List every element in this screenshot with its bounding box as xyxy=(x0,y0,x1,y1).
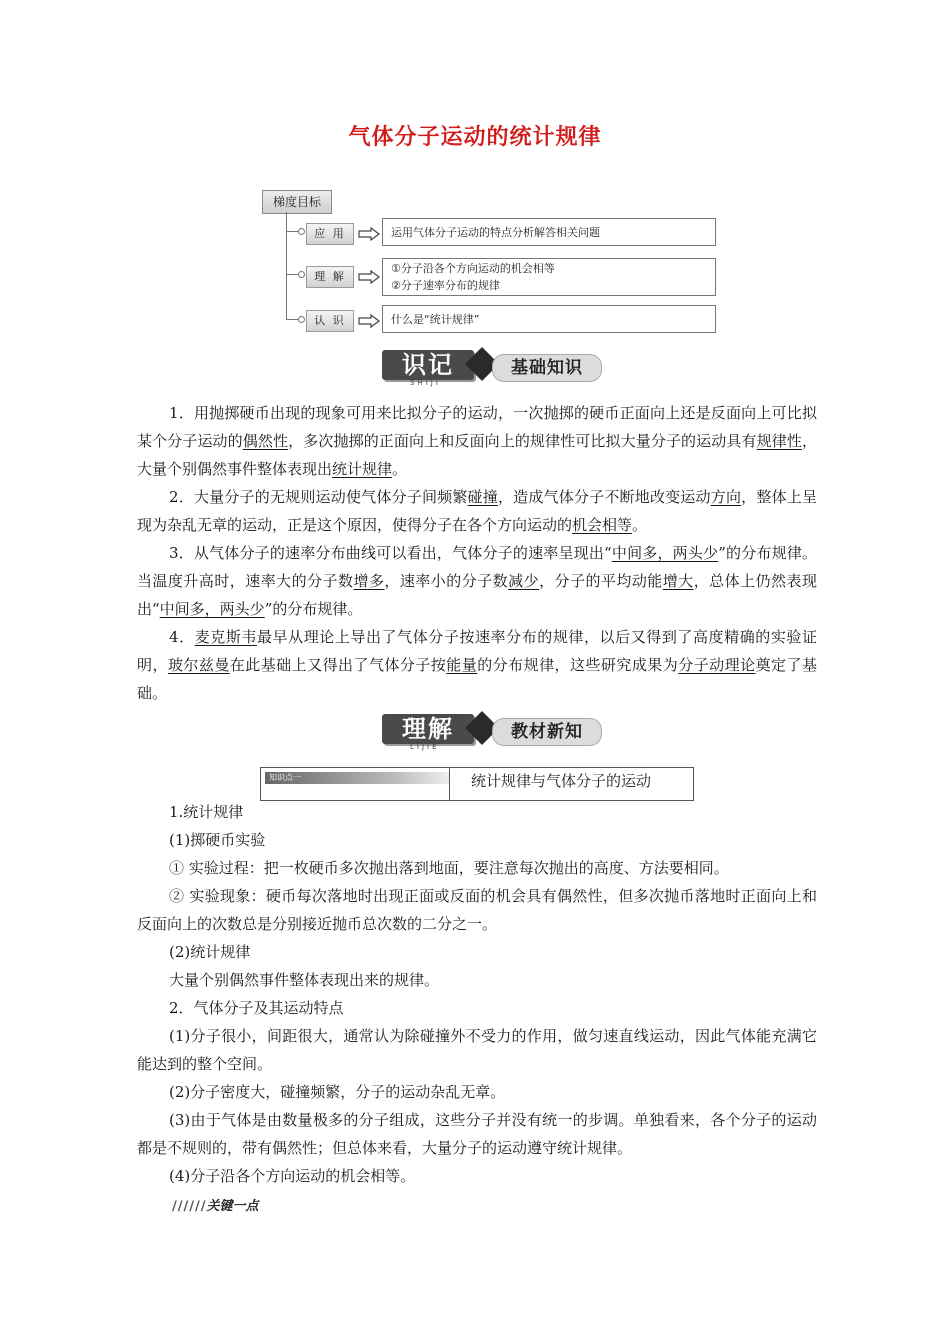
body-line: 1.统计规律 xyxy=(169,803,244,821)
goal-text: ②分子速率分布的规律 xyxy=(391,279,500,292)
knowledge-point-header xyxy=(260,767,694,801)
banner-pinyin: SHIJI xyxy=(410,379,441,387)
banner-sub-label: 基础知识 xyxy=(492,354,602,382)
basics-paragraph-3: 3．从气体分子的速率分布曲线可以看出，气体分子的速率呈现出“中间多，两头少”的分布规律。当温度升高时，速率大的分子数增多，速率小的分子数减少，分子的平均动能增大，总体上仍然表现出“中间多，两头少”的分布规律。 xyxy=(137,544,818,618)
banner-pinyin: LIJIE xyxy=(410,743,440,751)
banner-sub-label: 教材新知 xyxy=(492,718,602,746)
body-paragraph: (3)由于气体是由数量极多的分子组成，这些分子并没有统一的步调。单独看来，各个分子的运动都是不规则的，带有偶然性；但总体来看，大量分子的运动遵守统计规律。 xyxy=(137,1111,817,1157)
level-understand: 理 解 xyxy=(306,266,354,288)
banner-main-label: 识记 xyxy=(382,350,474,380)
goal-box-understand xyxy=(382,258,716,296)
divider xyxy=(449,768,450,800)
basics-paragraph-1: 1．用抛掷硬币出现的现象可用来比拟分子的运动，一次抛掷的硬币正面向上还是反面向上可比拟某个分子运动的偶然性，多次抛掷的正面向上和反面向上的规律性可比拟大量分子的运动具有规律性，大量个别偶然事件整体表现出统计规律。 xyxy=(137,404,817,478)
body-paragraph: ② 实验现象：硬币每次落地时出现正面或反面的机会具有偶然性，但多次抛币落地时正面向上和反面向上的次数总是分别接近抛币总次数的二分之一。 xyxy=(137,887,817,933)
branch-dot xyxy=(298,316,305,323)
body-paragraph: (1)分子很小，间距很大，通常认为除碰撞外不受力的作用，做匀速直线运动，因此气体能充满它能达到的整个空间。 xyxy=(137,1027,817,1073)
right-arrow-icon xyxy=(358,227,380,241)
branch-dot xyxy=(298,271,305,278)
body-line: (2)统计规律 xyxy=(169,943,251,961)
goal-box-know xyxy=(382,305,716,333)
right-arrow-icon xyxy=(358,314,380,328)
body-line: (2)分子密度大，碰撞频繁，分子的运动杂乱无章。 xyxy=(169,1083,506,1101)
knowledge-point-label: 知识点一 xyxy=(265,772,449,784)
body-line: (1)掷硬币实验 xyxy=(169,831,266,849)
body-line: 2．气体分子及其运动特点 xyxy=(169,999,344,1017)
goal-text: 什么是“统计规律” xyxy=(391,313,480,326)
goal-text: ①分子沿各个方向运动的机会相等 xyxy=(391,262,555,275)
goal-box-apply xyxy=(382,218,716,246)
tree-line xyxy=(286,212,287,320)
basics-paragraph-2: 2．大量分子的无规则运动使气体分子间频繁碰撞，造成气体分子不断地改变运动方向，整体上呈现为杂乱无章的运动，正是这个原因，使得分子在各个方向运动的机会相等。 xyxy=(137,488,817,534)
section-banner-memorize xyxy=(382,348,602,392)
level-know: 认 识 xyxy=(306,310,354,332)
section-banner-understand xyxy=(382,712,602,756)
key-point-label: //////关键一点 xyxy=(172,1199,259,1214)
branch-dot xyxy=(298,228,305,235)
body-line: ① 实验过程：把一枚硬币多次抛出落到地面，要注意每次抛出的高度、方法要相同。 xyxy=(169,859,729,877)
banner-main-label: 理解 xyxy=(382,714,474,744)
gradient-goals-diagram xyxy=(262,190,722,340)
knowledge-point-title: 统计规律与气体分子的运动 xyxy=(471,772,652,790)
body-line: 大量个别偶然事件整体表现出来的规律。 xyxy=(169,971,440,989)
body-line: (4)分子沿各个方向运动的机会相等。 xyxy=(169,1167,416,1185)
right-arrow-icon xyxy=(358,270,380,284)
page-title: 气体分子运动的统计规律 xyxy=(348,125,602,150)
goals-tag: 梯度目标 xyxy=(262,190,332,214)
level-apply: 应 用 xyxy=(306,223,354,245)
goal-text: 运用气体分子运动的特点分析解答相关问题 xyxy=(391,226,600,239)
basics-paragraph-4: 4．麦克斯韦最早从理论上导出了气体分子按速率分布的规律，以后又得到了高度精确的实验证明，玻尔兹曼在此基础上又得出了气体分子按能量的分布规律，这些研究成果为分子动理论奠定了基础。 xyxy=(137,628,817,702)
